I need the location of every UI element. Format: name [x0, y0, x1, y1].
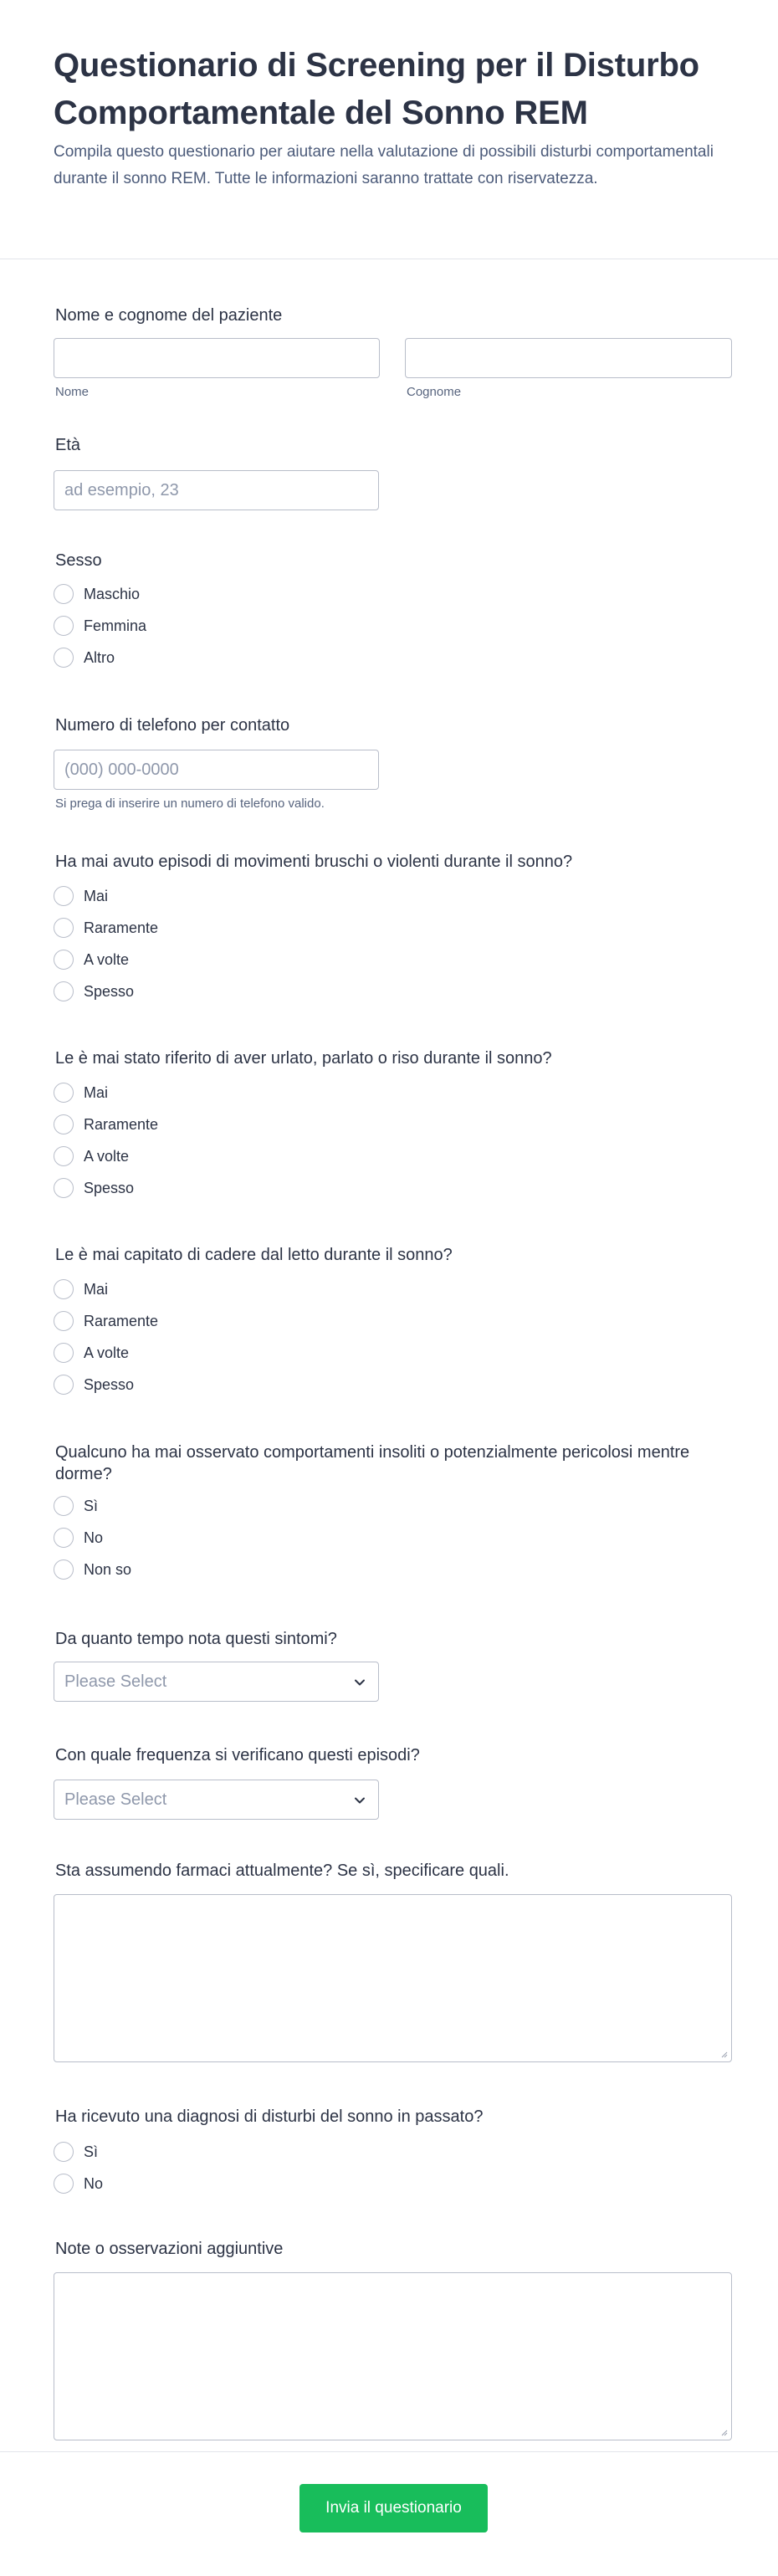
radio-button[interactable]: [54, 1528, 74, 1548]
radio-option[interactable]: [54, 912, 724, 944]
radio-option[interactable]: [54, 1109, 724, 1140]
radio-option[interactable]: [54, 1554, 724, 1585]
question-label: Ha mai avuto episodi di movimenti bruschi o violenti durante il sonno?: [55, 853, 573, 871]
radio-button[interactable]: [54, 584, 74, 604]
question-shouting: [54, 1047, 724, 1242]
question-label: Ha ricevuto una diagnosi di disturbi del sonno in passato?: [55, 2107, 484, 2126]
resize-handle-icon[interactable]: [719, 2050, 728, 2058]
question-label: Le è mai capitato di cadere dal letto durante il sonno?: [55, 1246, 453, 1264]
question-label: Sesso: [55, 551, 102, 570]
radio-option[interactable]: [54, 1522, 724, 1554]
question-sex: [54, 550, 724, 713]
question-label: Numero di telefono per contatto: [55, 716, 290, 735]
question-age: [54, 434, 724, 548]
radio-label: Mai: [84, 887, 109, 904]
last-name-sublabel: Cognome: [407, 385, 462, 399]
radio-label: Mai: [84, 1280, 109, 1298]
radio-option[interactable]: [54, 1140, 724, 1172]
question-observed: [54, 1442, 724, 1623]
radio-button[interactable]: [54, 1279, 74, 1299]
radio-option[interactable]: [54, 1172, 724, 1204]
radio-option[interactable]: [54, 1273, 724, 1305]
chevron-down-icon: [353, 1676, 366, 1689]
radio-button[interactable]: [54, 1311, 74, 1331]
select-value: Please Select: [64, 1790, 167, 1809]
radio-button[interactable]: [54, 648, 74, 668]
radio-label: Non so: [84, 1560, 132, 1578]
form-description: Compila questo questionario per aiutare nella valutazione di possibili disturbi comportamentali durante il sonno REM. Tutte le informazioni saranno trattate con riservatezza.: [54, 143, 714, 187]
select-value: Please Select: [64, 1672, 167, 1691]
radio-label: Maschio: [84, 585, 141, 602]
radio-option[interactable]: [54, 1337, 724, 1369]
question-label: Età: [55, 436, 81, 454]
form-footer: [0, 2451, 778, 2576]
radio-option[interactable]: [54, 578, 724, 610]
radio-button[interactable]: [54, 950, 74, 970]
radio-option[interactable]: [54, 976, 724, 1007]
radio-button[interactable]: [54, 1114, 74, 1134]
radio-label: Femmina: [84, 617, 147, 634]
radio-label: A volte: [84, 950, 130, 968]
question-label: Da quanto tempo nota questi sintomi?: [55, 1630, 337, 1648]
radio-button[interactable]: [54, 2142, 74, 2162]
question-phone: [54, 714, 724, 849]
question-label: Sta assumendo farmaci attualmente? Se sì, specificare quali.: [55, 1862, 509, 1880]
radio-button[interactable]: [54, 1375, 74, 1395]
radio-label: Raramente: [84, 1115, 159, 1133]
radio-button[interactable]: [54, 1343, 74, 1363]
question-notes: [54, 2238, 724, 2464]
radio-button[interactable]: [54, 981, 74, 1001]
first-name-input[interactable]: [54, 338, 380, 378]
radio-option[interactable]: [54, 1490, 724, 1522]
radio-label: A volte: [84, 1147, 130, 1165]
phone-input[interactable]: (000) 000-0000: [54, 750, 379, 790]
radio-button[interactable]: [54, 886, 74, 906]
radio-label: Sì: [84, 1497, 99, 1514]
question-movements: [54, 851, 724, 1046]
radio-label: Spesso: [84, 1375, 135, 1393]
question-label: Note o osservazioni aggiuntive: [55, 2240, 284, 2258]
question-frequency: [54, 1744, 724, 1858]
age-input[interactable]: ad esempio, 23: [54, 470, 379, 510]
radio-button[interactable]: [54, 1146, 74, 1166]
radio-button[interactable]: [54, 616, 74, 636]
radio-button[interactable]: [54, 1083, 74, 1103]
radio-option[interactable]: [54, 1077, 724, 1109]
duration-select[interactable]: [54, 1662, 379, 1702]
radio-label: Raramente: [84, 919, 159, 936]
radio-option[interactable]: [54, 642, 724, 673]
first-name-sublabel: Nome: [55, 385, 90, 399]
radio-option[interactable]: [54, 1305, 724, 1337]
last-name-input[interactable]: [405, 338, 732, 378]
form-header: [0, 0, 778, 259]
question-medication: [54, 1860, 724, 2104]
form-body: [0, 259, 778, 2464]
radio-label: A volte: [84, 1344, 130, 1361]
radio-button[interactable]: [54, 2174, 74, 2194]
submit-button[interactable]: Invia il questionario: [299, 2484, 488, 2532]
radio-label: Spesso: [84, 982, 135, 1000]
radio-label: Mai: [84, 1083, 109, 1101]
question-falling: [54, 1244, 724, 1438]
radio-option[interactable]: [54, 2168, 724, 2200]
question-diagnosis: [54, 2106, 724, 2236]
phone-sublabel: Si prega di inserire un numero di telefono valido.: [55, 796, 325, 811]
notes-textarea[interactable]: [54, 2272, 732, 2440]
medication-textarea[interactable]: [54, 1894, 732, 2062]
radio-button[interactable]: [54, 1559, 74, 1580]
radio-option[interactable]: [54, 880, 724, 912]
radio-label: Altro: [84, 648, 115, 666]
form-title: Questionario di Screening per il Disturbo Comportamentale del Sonno REM: [54, 47, 699, 131]
radio-option[interactable]: [54, 1369, 724, 1401]
radio-button[interactable]: [54, 1178, 74, 1198]
question-patient-name: [54, 305, 724, 423]
question-label: Con quale frequenza si verificano questi episodi?: [55, 1746, 420, 1764]
radio-option[interactable]: [54, 2136, 724, 2168]
radio-label: Spesso: [84, 1179, 135, 1196]
question-label: Le è mai stato riferito di aver urlato, parlato o riso durante il sonno?: [55, 1049, 552, 1068]
question-label: Nome e cognome del paziente: [55, 306, 283, 325]
question-label: Qualcuno ha mai osservato comportamenti insoliti o potenzialmente pericolosi mentre dorme?: [55, 1443, 690, 1483]
radio-label: Raramente: [84, 1312, 159, 1329]
radio-button[interactable]: [54, 1496, 74, 1516]
radio-option[interactable]: [54, 944, 724, 976]
radio-button[interactable]: [54, 918, 74, 938]
radio-option[interactable]: [54, 610, 724, 642]
radio-label: Sì: [84, 2143, 99, 2160]
question-duration: [54, 1628, 724, 1743]
radio-label: No: [84, 2174, 104, 2192]
chevron-down-icon: [353, 1794, 366, 1807]
radio-label: No: [84, 1529, 104, 1546]
resize-handle-icon[interactable]: [719, 2428, 728, 2436]
frequency-select[interactable]: [54, 1780, 379, 1820]
